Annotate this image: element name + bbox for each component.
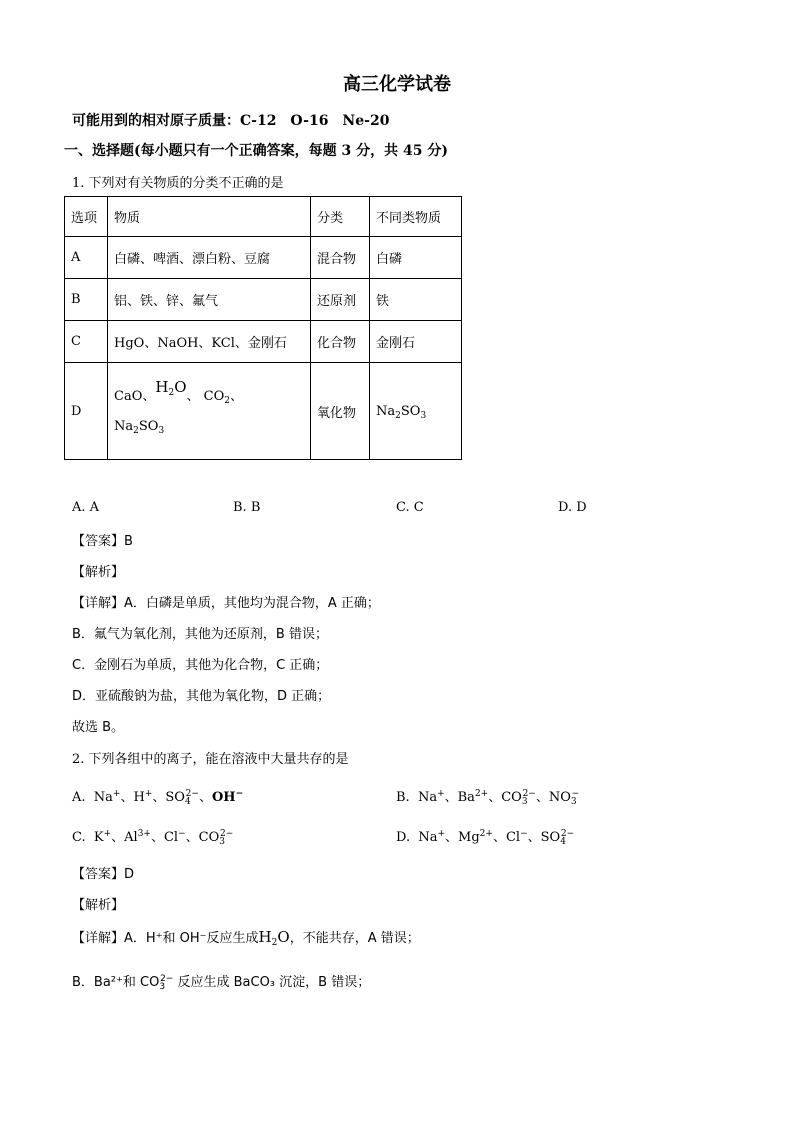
row-option: B — [65, 279, 108, 321]
classification-table — [64, 196, 462, 460]
q2-analysis-label: 【解析】 — [72, 898, 125, 913]
q1-explanation-line: D．亚硫酸钠为盐，其他为氧化物，D 正确； — [72, 689, 331, 704]
row-category: 化合物 — [311, 321, 370, 363]
q2-explanation-a: 【详解】A．H⁺和 OH⁻反应生成$H_2O$，不能共存，A 错误； — [72, 928, 420, 948]
header-category: 分类 — [311, 197, 370, 237]
page-title: 高三化学试卷 — [343, 74, 451, 95]
h2o-formula: $H_2O$ — [258, 928, 290, 948]
q1-analysis-label: 【解析】 — [72, 565, 125, 580]
q1-answer: 【答案】B — [72, 534, 133, 549]
row-category: 还原剂 — [311, 279, 370, 321]
row-odd-one: $Na_2SO_3$ — [370, 363, 462, 460]
row-odd-one: 铁 — [370, 279, 462, 321]
q1-explanation-line: C．金刚石为单质，其他为化合物，C 正确； — [72, 658, 329, 673]
question-2-stem: 2. 下列各组中的离子，能在溶液中大量共存的是 — [72, 752, 349, 767]
question-1-stem: 1. 下列对有关物质的分类不正确的是 — [72, 176, 284, 191]
row-option: C — [65, 321, 108, 363]
q1-choice-a[interactable]: A. A — [72, 500, 100, 515]
row-substances: 铝、铁、锌、氟气 — [108, 279, 311, 321]
row-substances — [108, 363, 311, 460]
substances-line-2: $Na_2SO_3$ — [114, 419, 165, 436]
table-row — [65, 279, 462, 321]
co2-formula: $CO_2$ — [203, 389, 230, 406]
table-header-row — [65, 197, 462, 237]
atomic-masses-line: 可能用到的相对原子质量：C-12 O-16 Ne-20 — [72, 113, 390, 129]
h2o-formula: $H_2O$ — [155, 378, 187, 398]
table-row — [65, 363, 462, 460]
q2-answer: 【答案】D — [72, 867, 135, 882]
header-option: 选项 — [65, 197, 108, 237]
row-substances: HgO、NaOH、KCl、金刚石 — [108, 321, 311, 363]
q2-choice-c[interactable]: C. K+、$Al^{3+}$、Cl−、$CO_3^{2-}$ — [72, 829, 234, 847]
q2-choice-b[interactable]: B. Na+、$Ba^{2+}$、$CO_3^{2-}$、$NO_3^-$ — [396, 789, 580, 807]
q1-choice-c[interactable]: C. C — [396, 500, 424, 515]
table-row — [65, 237, 462, 279]
table-row — [65, 321, 462, 363]
substances-line-1: CaO、$H_2O$、 $CO_2$、 — [114, 378, 244, 406]
row-option: D — [65, 363, 108, 460]
row-category: 氧化物 — [311, 363, 370, 460]
header-substance: 物质 — [108, 197, 311, 237]
q1-choice-d[interactable]: D. D — [558, 500, 587, 515]
section-heading: 一、选择题(每小题只有一个正确答案，每题 3 分，共 45 分) — [64, 143, 448, 159]
row-odd-one: 金刚石 — [370, 321, 462, 363]
header-odd-one: 不同类物质 — [370, 197, 462, 237]
row-category: 混合物 — [311, 237, 370, 279]
q2-choice-a[interactable]: A. Na+、H+、$SO_4^{2-}$、OH− — [72, 789, 244, 807]
q1-explanation-line: 【详解】A．白磷是单质，其他均为混合物，A 正确； — [72, 596, 380, 611]
row-substances: 白磷、啤酒、漂白粉、豆腐 — [108, 237, 311, 279]
row-odd-one: 白磷 — [370, 237, 462, 279]
q1-explanation-line: B．氟气为氧化剂，其他为还原剂，B 错误； — [72, 627, 328, 642]
q1-choice-b[interactable]: B. B — [233, 500, 261, 515]
row-option: A — [65, 237, 108, 279]
q1-explanation-line: 故选 B。 — [72, 720, 125, 735]
q2-explanation-b: B．Ba²⁺和 $CO_3^{2-}$ 反应生成 BaCO₃ 沉淀，B 错误； — [72, 974, 371, 992]
q2-choice-d[interactable]: D. Na+、$Mg^{2+}$、Cl−、$SO_4^{2-}$ — [396, 829, 575, 847]
